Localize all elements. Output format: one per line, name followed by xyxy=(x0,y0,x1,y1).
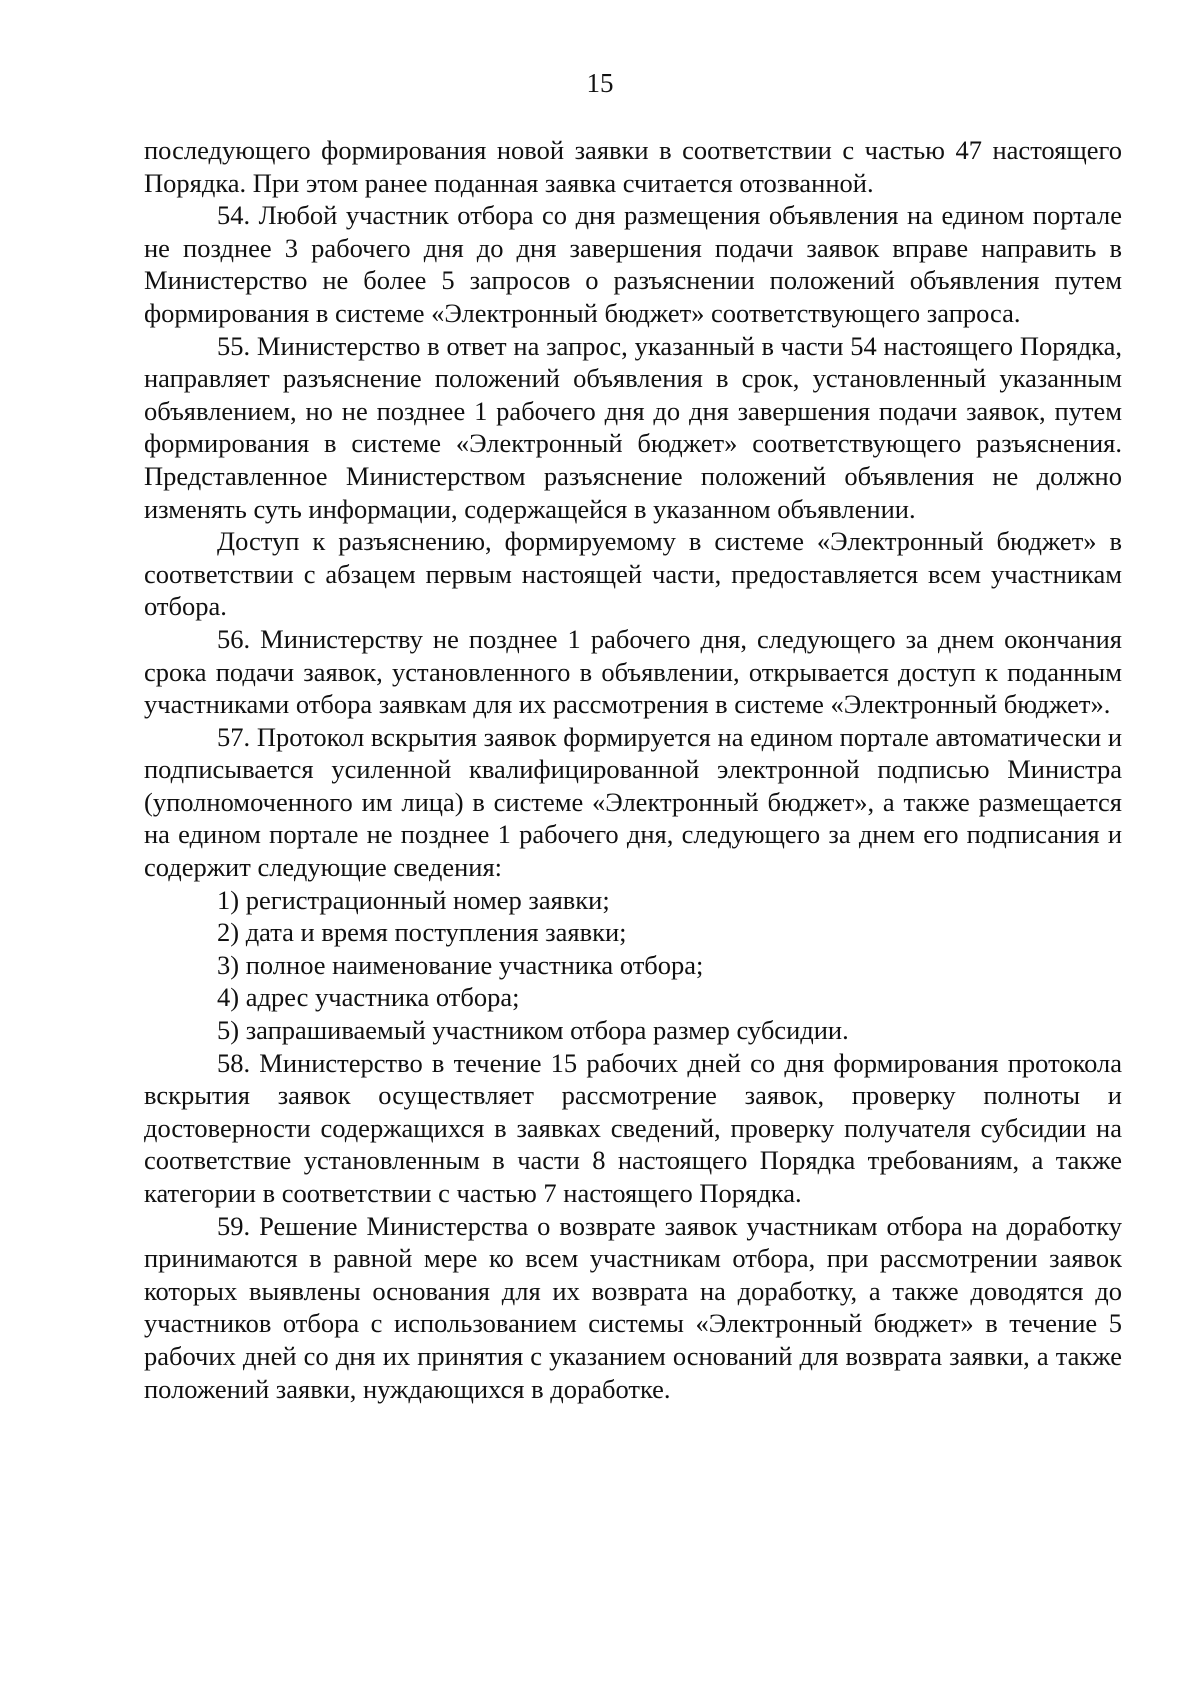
document-body xyxy=(144,134,1122,1405)
list-item-1: 1) регистрационный номер заявки; xyxy=(217,884,610,915)
paragraph-58: 58. Министерство в течение 15 рабочих дней со дня формирования протокола вскрытия заявок осуществляет рассмотрение заявок, проверку полноты и достоверности содержащихся в заявках сведений, проверку получателя субсидии на соответствие установленным в части 8 настоящего Порядка требованиям, а также категории в соответствии с частью 7 настоящего Порядка. xyxy=(144,1047,1122,1208)
paragraph-56: 56. Министерству не позднее 1 рабочего дня, следующего за днем окончания срока подачи заявок, установленного в объявлении, открывается доступ к поданным участниками отбора заявкам для их рассмотрения в системе «Электронный бюджет». xyxy=(144,623,1122,720)
paragraph-55-access: Доступ к разъяснению, формируемому в системе «Электронный бюджет» в соответствии с абзацем первым настоящей части, предоставляется всем участникам отбора. xyxy=(144,526,1122,622)
paragraph-55: 55. Министерство в ответ на запрос, указанный в части 54 настоящего Порядка, направляет разъяснение положений объявления в срок, установленный указанным объявлением, но не позднее 1 рабочего дня до дня завершения подачи заявок, путем формирования в системе «Электронный бюджет» соответствующего разъяснения. Представленное Министерством разъяснение положений объявления не должно изменять суть информации, содержащейся в указанном объявлении. xyxy=(144,330,1122,524)
list-item-2: 2) дата и время поступления заявки; xyxy=(217,917,627,948)
paragraph-54: 54. Любой участник отбора со дня размещения объявления на едином портале не позднее 3 рабочего дня до дня завершения подачи заявок вправе направить в Министерство не более 5 запросов о разъяснении положений объявления путем формирования в системе «Электронный бюджет» соответствующего запроса. xyxy=(144,200,1122,328)
paragraph-59: 59. Решение Министерства о возврате заявок участникам отбора на доработку принимаются в равной мере ко всем участникам отбора, при рассмотрении заявок которых выявлены основания для их возврата на доработку, а также доводятся до участников отбора с использованием системы «Электронный бюджет» в течение 5 рабочих дней со дня их принятия с указанием оснований для возврата заявки, а также положений заявки, нуждающихся в доработке. xyxy=(144,1210,1122,1404)
list-item-3: 3) полное наименование участника отбора; xyxy=(217,949,704,980)
paragraph-continuation: последующего формирования новой заявки в соответствии с частью 47 настоящего Порядка. При этом ранее поданная заявка считается отозванной. xyxy=(144,135,1122,198)
paragraph-57: 57. Протокол вскрытия заявок формируется на едином портале автоматически и подписывается усиленной квалифицированной электронной подписью Министра (уполномоченного им лица) в системе «Электронный бюджет», а также размещается на едином портале не позднее 1 рабочего дня, следующего за днем его подписания и содержит следующие сведения: xyxy=(144,721,1122,883)
list-item-5: 5) запрашиваемый участником отбора размер субсидии. xyxy=(217,1015,849,1046)
list-item-4: 4) адрес участника отбора; xyxy=(217,982,520,1013)
page-number: 15 xyxy=(586,68,614,98)
